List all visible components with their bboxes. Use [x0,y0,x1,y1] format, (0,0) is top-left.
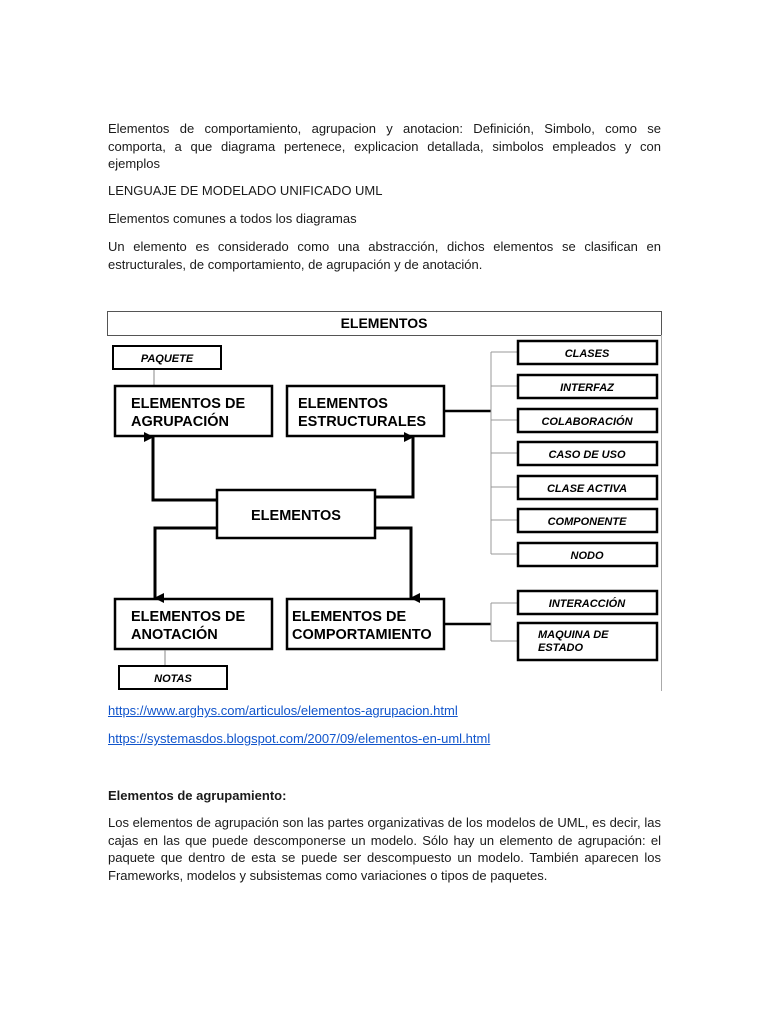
item-interfaz-label: INTERFAZ [560,382,614,394]
intro-paragraph: Elementos de comportamiento, agrupacion y anotacion: Definición, Simbolo, como se comporta, a que diagrama pertenece, explicacion detallada, simbolos empleados y con ejemplos [108,121,661,171]
arrow-to-comportamiento [375,528,411,598]
item-clase-activa-label: CLASE ACTIVA [546,483,628,495]
arrow-to-estructurales [375,437,413,497]
definition-paragraph: Un elemento es considerado como una abstracción, dichos elementos se clasifican en estructurales, de comportamiento, de agrupación y de anotación. [108,239,661,272]
anotacion-line2: ANOTACIÓN [131,627,218,643]
estructurales-line1: ELEMENTOS [298,396,388,412]
section-heading: Elementos de agrupamiento: [108,788,287,803]
agrupacion-line1: ELEMENTOS DE [131,396,246,412]
item-clases-label: CLASES [564,348,610,360]
anotacion-line1: ELEMENTOS DE [131,609,246,625]
arrow-to-agrupacion [153,437,217,500]
paquete-label: PAQUETE [140,353,194,365]
structural-branches [491,352,518,554]
reference-link-systemasdos[interactable]: https://systemasdos.blogspot.com/2007/09/elementos-en-uml.html [108,731,491,746]
common-elements-line: Elementos comunes a todos los diagramas [108,211,357,226]
item-maquina-line1: MAQUINA DE [538,629,609,641]
diagram-title: ELEMENTOS [340,315,428,331]
notas-label: NOTAS [154,673,192,685]
comportamiento-line2: COMPORTAMIENTO [292,627,432,643]
item-nodo-label: NODO [570,550,604,562]
center-label: ELEMENTOS [251,508,341,524]
comportamiento-line1: ELEMENTOS DE [292,609,407,625]
item-colaboracion-label: COLABORACIÓN [541,416,633,428]
estructurales-line2: ESTRUCTURALES [298,414,427,430]
uml-heading: LENGUAJE DE MODELADO UNIFICADO UML [108,183,383,198]
section-body: Los elementos de agrupación son las partes organizativas de los modelos de UML, es decir, las cajas en las que puede descomponerse un modelo. Sólo hay un elemento de agrupación: el paquete que dentro de esta se puede ser descompuesto un modelo. También aparecen los Frameworks, modelos y subsistemas como variaciones o tipos de paquetes. [108,815,661,883]
item-interaccion-label: INTERACCIÓN [548,598,626,610]
agrupacion-line2: AGRUPACIÓN [131,414,230,430]
arrow-to-anotacion [155,528,217,598]
uml-elements-diagram [107,311,663,693]
item-maquina-line2: ESTADO [538,642,584,654]
item-caso-de-uso-label: CASO DE USO [548,449,626,461]
reference-link-arghys[interactable]: https://www.arghys.com/articulos/elementos-agrupacion.html [108,703,458,718]
item-componente-label: COMPONENTE [547,516,627,528]
